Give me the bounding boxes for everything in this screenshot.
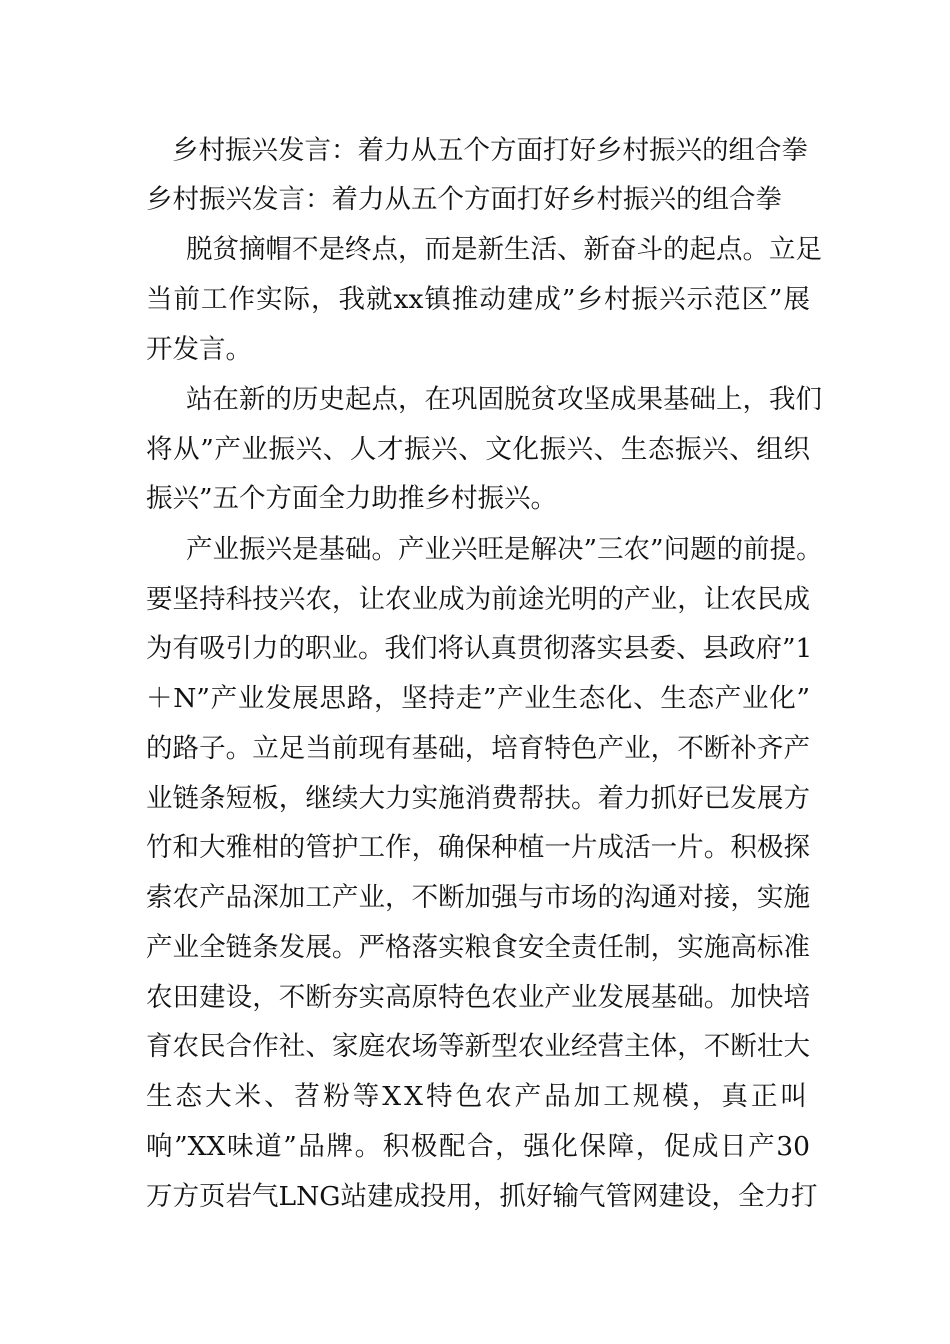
paragraph-line: 当前工作实际，我就xx镇推动建成”乡村振兴示范区”展 (146, 284, 810, 315)
paragraph-line: 竹和大雅柑的管护工作，确保种植一片成活一片。积极探 (146, 832, 810, 863)
document-subtitle: 乡村振兴发言：着力从五个方面打好乡村振兴的组合拳 (146, 184, 782, 215)
paragraph-line: 产业全链条发展。严格落实粮食安全责任制，实施高标准 (146, 932, 810, 963)
paragraph-line: 将从”产业振兴、人才振兴、文化振兴、生态振兴、组织 (146, 434, 810, 465)
paragraph-line: 的路子。立足当前现有基础，培育特色产业，不断补齐产 (146, 733, 810, 764)
paragraph-line: 育农民合作社、家庭农场等新型农业经营主体，不断壮大 (146, 1031, 810, 1062)
paragraph-line: 为有吸引力的职业。我们将认真贯彻落实县委、县政府”1 (146, 633, 813, 664)
document-title: 乡村振兴发言：着力从五个方面打好乡村振兴的组合拳 (172, 135, 808, 166)
paragraph-line: 脱贫摘帽不是终点，而是新生活、新奋斗的起点。立足 (186, 234, 822, 265)
paragraph-line: 索农产品深加工产业，不断加强与市场的沟通对接，实施 (146, 882, 810, 913)
paragraph-line: 要坚持科技兴农，让农业成为前途光明的产业，让农民成 (146, 584, 810, 615)
paragraph-line: 振兴”五个方面全力助推乡村振兴。 (146, 483, 558, 514)
paragraph-line: 开发言。 (146, 334, 252, 365)
paragraph-line: 产业振兴是基础。产业兴旺是解决”三农”问题的前提。 (186, 534, 823, 565)
paragraph-line: 业链条短板，继续大力实施消费帮扶。着力抓好已发展方 (146, 783, 810, 814)
paragraph-line: 农田建设，不断夯实高原特色农业产业发展基础。加快培 (146, 982, 810, 1013)
paragraph-line: 响”XX味道”品牌。积极配合，强化保障，促成日产30 (146, 1131, 810, 1162)
paragraph-line: ＋N”产业发展思路，坚持走”产业生态化、生态产业化” (146, 683, 810, 714)
paragraph-line: 站在新的历史起点，在巩固脱贫攻坚成果基础上，我们 (186, 384, 822, 415)
paragraph-line: 生态大米、苕粉等XX特色农产品加工规模，真正叫 (146, 1081, 810, 1112)
paragraph-line: 万方页岩气LNG站建成投用，抓好输气管网建设，全力打 (146, 1181, 818, 1212)
